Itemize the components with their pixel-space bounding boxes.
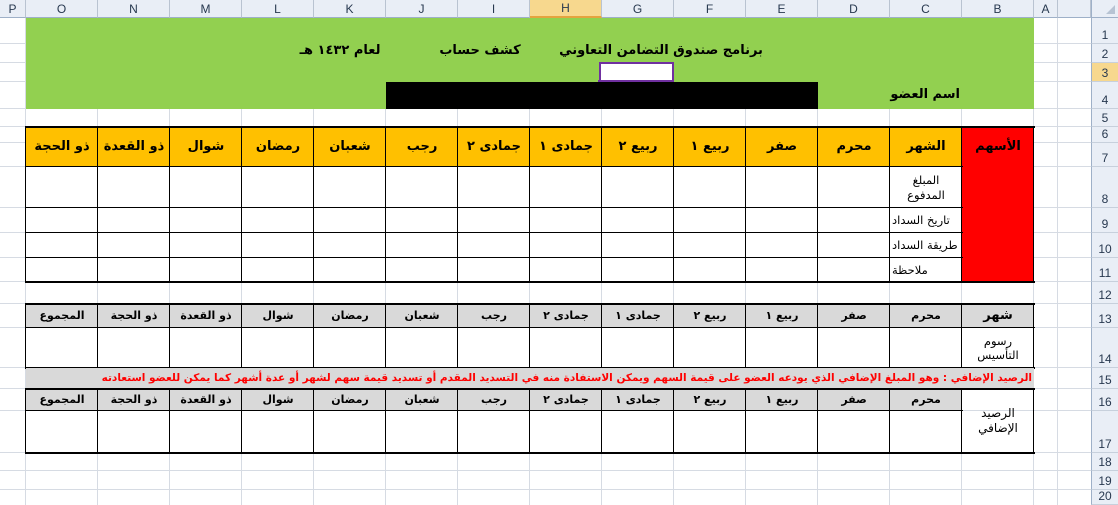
row-header[interactable]: 9 [1091, 208, 1118, 233]
shares-data-grid[interactable] [26, 167, 890, 282]
extra-month: ذو الحجة [110, 393, 158, 407]
row-header[interactable]: 8 [1091, 167, 1118, 208]
shares-month: شوال [187, 138, 225, 154]
extra-month: رمضان [331, 393, 369, 407]
extra-month: ربيع ١ [765, 393, 799, 407]
shares-month: جمادى ١ [539, 138, 594, 154]
shares-row-label: ملاحظة [892, 262, 928, 277]
fees-month: ربيع ٢ [693, 309, 727, 323]
extra-note-text: الرصيد الإضافي : وهو المبلغ الإضافي الذي يودعه العضو على قيمة السهم ويمكن الاستفادة منه في التسديد المقدم أو تسديد قيمة سهم لشهر أو عدة أشهر كما يمكن للعضو استعادته [101, 371, 1032, 384]
select-all-corner[interactable] [1091, 0, 1118, 18]
row-header[interactable]: 6 [1091, 127, 1118, 143]
shares-row-label: تاريخ السداد [892, 213, 950, 228]
fees-month-label: شهر [983, 307, 1013, 323]
fees-month: جمادى ١ [615, 309, 661, 323]
fees-month: شوال [262, 309, 294, 323]
extra-month: ربيع ٢ [693, 393, 727, 407]
shares-row-label: المبلغ المدفوع [907, 173, 945, 202]
row-header[interactable]: 15 [1091, 368, 1118, 389]
fees-total-label: المجموع [39, 309, 85, 323]
extra-month: جمادى ١ [615, 393, 661, 407]
shares-month: ربيع ٢ [618, 138, 658, 154]
extra-month: شوال [262, 393, 294, 407]
column-header[interactable]: O [26, 0, 98, 18]
fees-data-row[interactable] [26, 328, 962, 367]
row-header-selected[interactable]: 3 [1091, 63, 1118, 82]
column-header[interactable]: D [818, 0, 890, 18]
fees-month: صفر [841, 309, 867, 323]
column-header[interactable] [1058, 0, 1091, 18]
fees-month: رمضان [331, 309, 369, 323]
column-header[interactable]: K [314, 0, 386, 18]
row-header[interactable]: 17 [1091, 411, 1118, 453]
shares-label: الأسهم [975, 138, 1021, 154]
extra-month: محرم [911, 393, 941, 407]
column-header[interactable]: J [386, 0, 458, 18]
column-header[interactable]: P [0, 0, 26, 18]
row-header[interactable]: 14 [1091, 328, 1118, 368]
fees-month: ذو القعدة [180, 309, 232, 323]
shares-month-label: الشهر [906, 138, 946, 154]
row-header[interactable]: 11 [1091, 258, 1118, 282]
column-header[interactable]: I [458, 0, 530, 18]
row-header[interactable]: 12 [1091, 282, 1118, 304]
row-header[interactable]: 16 [1091, 389, 1118, 411]
extra-month: شعبان [404, 393, 440, 407]
fees-month: ذو الحجة [110, 309, 158, 323]
column-header[interactable]: M [170, 0, 242, 18]
shares-month: رجب [406, 138, 438, 154]
shares-month: محرم [836, 138, 872, 154]
fees-row-label: رسوم التأسيس [977, 333, 1019, 362]
column-header-selected[interactable]: H [530, 0, 602, 18]
column-header[interactable]: L [242, 0, 314, 18]
row-header[interactable]: 2 [1091, 44, 1118, 63]
extra-row-label: الرصيد الإضافي [978, 406, 1018, 435]
row-header[interactable]: 10 [1091, 233, 1118, 258]
year-title: لعام ١٤٣٢ هـ [299, 42, 381, 58]
column-header[interactable]: C [890, 0, 962, 18]
fees-month: ربيع ١ [765, 309, 799, 323]
extra-month: ذو القعدة [180, 393, 232, 407]
column-header[interactable]: A [1034, 0, 1058, 18]
shares-month: شعبان [329, 138, 371, 154]
row-header[interactable]: 4 [1091, 82, 1118, 109]
fees-month: شعبان [404, 309, 440, 323]
column-header[interactable]: N [98, 0, 170, 18]
shares-month: صفر [767, 138, 798, 154]
shares-row-label: طريقة السداد [892, 238, 958, 253]
member-label: اسم العضو [890, 87, 960, 103]
row-header[interactable]: 19 [1091, 471, 1118, 490]
shares-month: ربيع ١ [690, 138, 730, 154]
row-header[interactable]: 5 [1091, 109, 1118, 127]
shares-month: ذو القعدة [103, 138, 165, 154]
row-header[interactable]: 18 [1091, 453, 1118, 471]
shares-month: ذو الحجة [34, 138, 90, 154]
shares-month: رمضان [255, 138, 301, 154]
column-header[interactable]: G [602, 0, 674, 18]
row-header[interactable]: 13 [1091, 304, 1118, 328]
extra-month: رجب [481, 393, 507, 407]
row-header[interactable]: 20 [1091, 490, 1118, 505]
extra-month: جمادى ٢ [543, 393, 589, 407]
column-header[interactable]: E [746, 0, 818, 18]
program-title: برنامج صندوق التضامن التعاوني [559, 42, 763, 58]
statement-title: كشف حساب [439, 42, 521, 58]
fees-month: رجب [481, 309, 507, 323]
extra-data-row[interactable] [26, 411, 962, 452]
column-header[interactable]: B [962, 0, 1034, 18]
row-header[interactable]: 1 [1091, 18, 1118, 44]
extra-month: صفر [841, 393, 867, 407]
shares-month: جمادى ٢ [467, 138, 522, 154]
selected-cell[interactable] [599, 62, 674, 82]
fees-month: محرم [911, 309, 941, 323]
row-header[interactable]: 7 [1091, 143, 1118, 167]
extra-total-label: المجموع [39, 393, 85, 407]
fees-month: جمادى ٢ [543, 309, 589, 323]
column-header[interactable]: F [674, 0, 746, 18]
member-name-bar[interactable] [386, 82, 818, 109]
